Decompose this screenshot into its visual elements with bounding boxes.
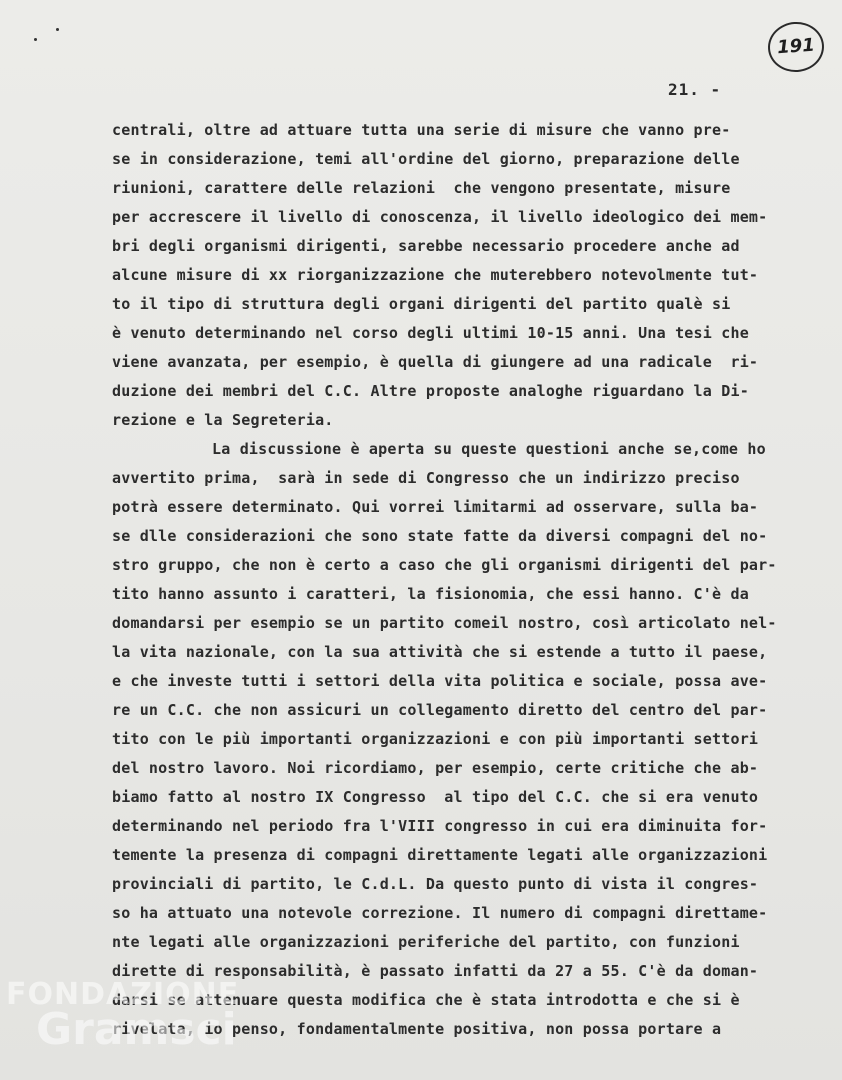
watermark-line-1: FONDAZIONE [6,977,240,1012]
watermark-line-2: Gramsci [36,1004,237,1055]
text-line: alcune misure di xx riorganizzazione che muterebbero notevolmente tut- [112,266,759,284]
text-line: stro gruppo, che non è certo a caso che gli organismi dirigenti del par- [112,556,777,574]
paragraph-start-line: La discussione è aperta su queste questioni anche se,come ho [212,440,766,458]
text-line: re un C.C. che non assicuri un collegamento diretto del centro del par- [112,701,768,719]
text-line: se dlle considerazioni che sono state fatte da diversi compagni del no- [112,527,768,545]
typewritten-text [112,116,827,1044]
text-line: nte legati alle organizzazioni periferiche del partito, con funzioni [112,933,740,951]
text-line: la vita nazionale, con la sua attività che si estende a tutto il paese, [112,643,768,661]
text-line: rezione e la Segreteria. [112,411,334,429]
ink-speck [56,28,59,31]
text-line: potrà essere determinato. Qui vorrei limitarmi ad osservare, sulla ba- [112,498,759,516]
folio-stamp: 191 [766,20,825,74]
text-line: determinando nel periodo fra l'VIII congresso in cui era diminuita for- [112,817,768,835]
text-line: rivelata, io penso, fondamentalmente positiva, non possa portare a [112,1020,722,1038]
text-line: se in considerazione, temi all'ordine del giorno, preparazione delle [112,150,740,168]
page-number: 21. - [668,80,722,99]
text-line: so ha attuato una notevole correzione. Il numero di compagni direttame- [112,904,768,922]
text-line: darsi se attenuare questa modifica che è stata introdotta e che si è [112,991,740,1009]
text-line: viene avanzata, per esempio, è quella di giungere ad una radicale ri- [112,353,759,371]
text-line: tito con le più importanti organizzazioni e con più importanti settori [112,730,759,748]
text-line: to il tipo di struttura degli organi dirigenti del partito qualè si [112,295,731,313]
text-line: riunioni, carattere delle relazioni che vengono presentate, misure [112,179,731,197]
text-line: bri degli organismi dirigenti, sarebbe necessario procedere anche ad [112,237,740,255]
text-line: avvertito prima, sarà in sede di Congresso che un indirizzo preciso [112,469,740,487]
text-line: del nostro lavoro. Noi ricordiamo, per esempio, certe critiche che ab- [112,759,759,777]
text-line: tito hanno assunto i caratteri, la fisionomia, che essi hanno. C'è da [112,585,749,603]
text-line: duzione dei membri del C.C. Altre proposte analoghe riguardano la Di- [112,382,749,400]
text-line: provinciali di partito, le C.d.L. Da questo punto di vista il congres- [112,875,759,893]
text-line: per accrescere il livello di conoscenza, il livello ideologico dei mem- [112,208,768,226]
text-line: centrali, oltre ad attuare tutta una serie di misure che vanno pre- [112,121,731,139]
text-line: domandarsi per esempio se un partito comeil nostro, così articolato nel- [112,614,777,632]
text-line: temente la presenza di compagni direttamente legati alle organizzazioni [112,846,768,864]
ink-speck [34,38,37,41]
text-line: è venuto determinando nel corso degli ultimi 10-15 anni. Una tesi che [112,324,749,342]
text-line: dirette di responsabilità, è passato infatti da 27 a 55. C'è da doman- [112,962,759,980]
archive-watermark [6,977,240,1055]
text-line: biamo fatto al nostro IX Congresso al tipo del C.C. che si era venuto [112,788,759,806]
text-line: e che investe tutti i settori della vita politica e sociale, possa ave- [112,672,768,690]
